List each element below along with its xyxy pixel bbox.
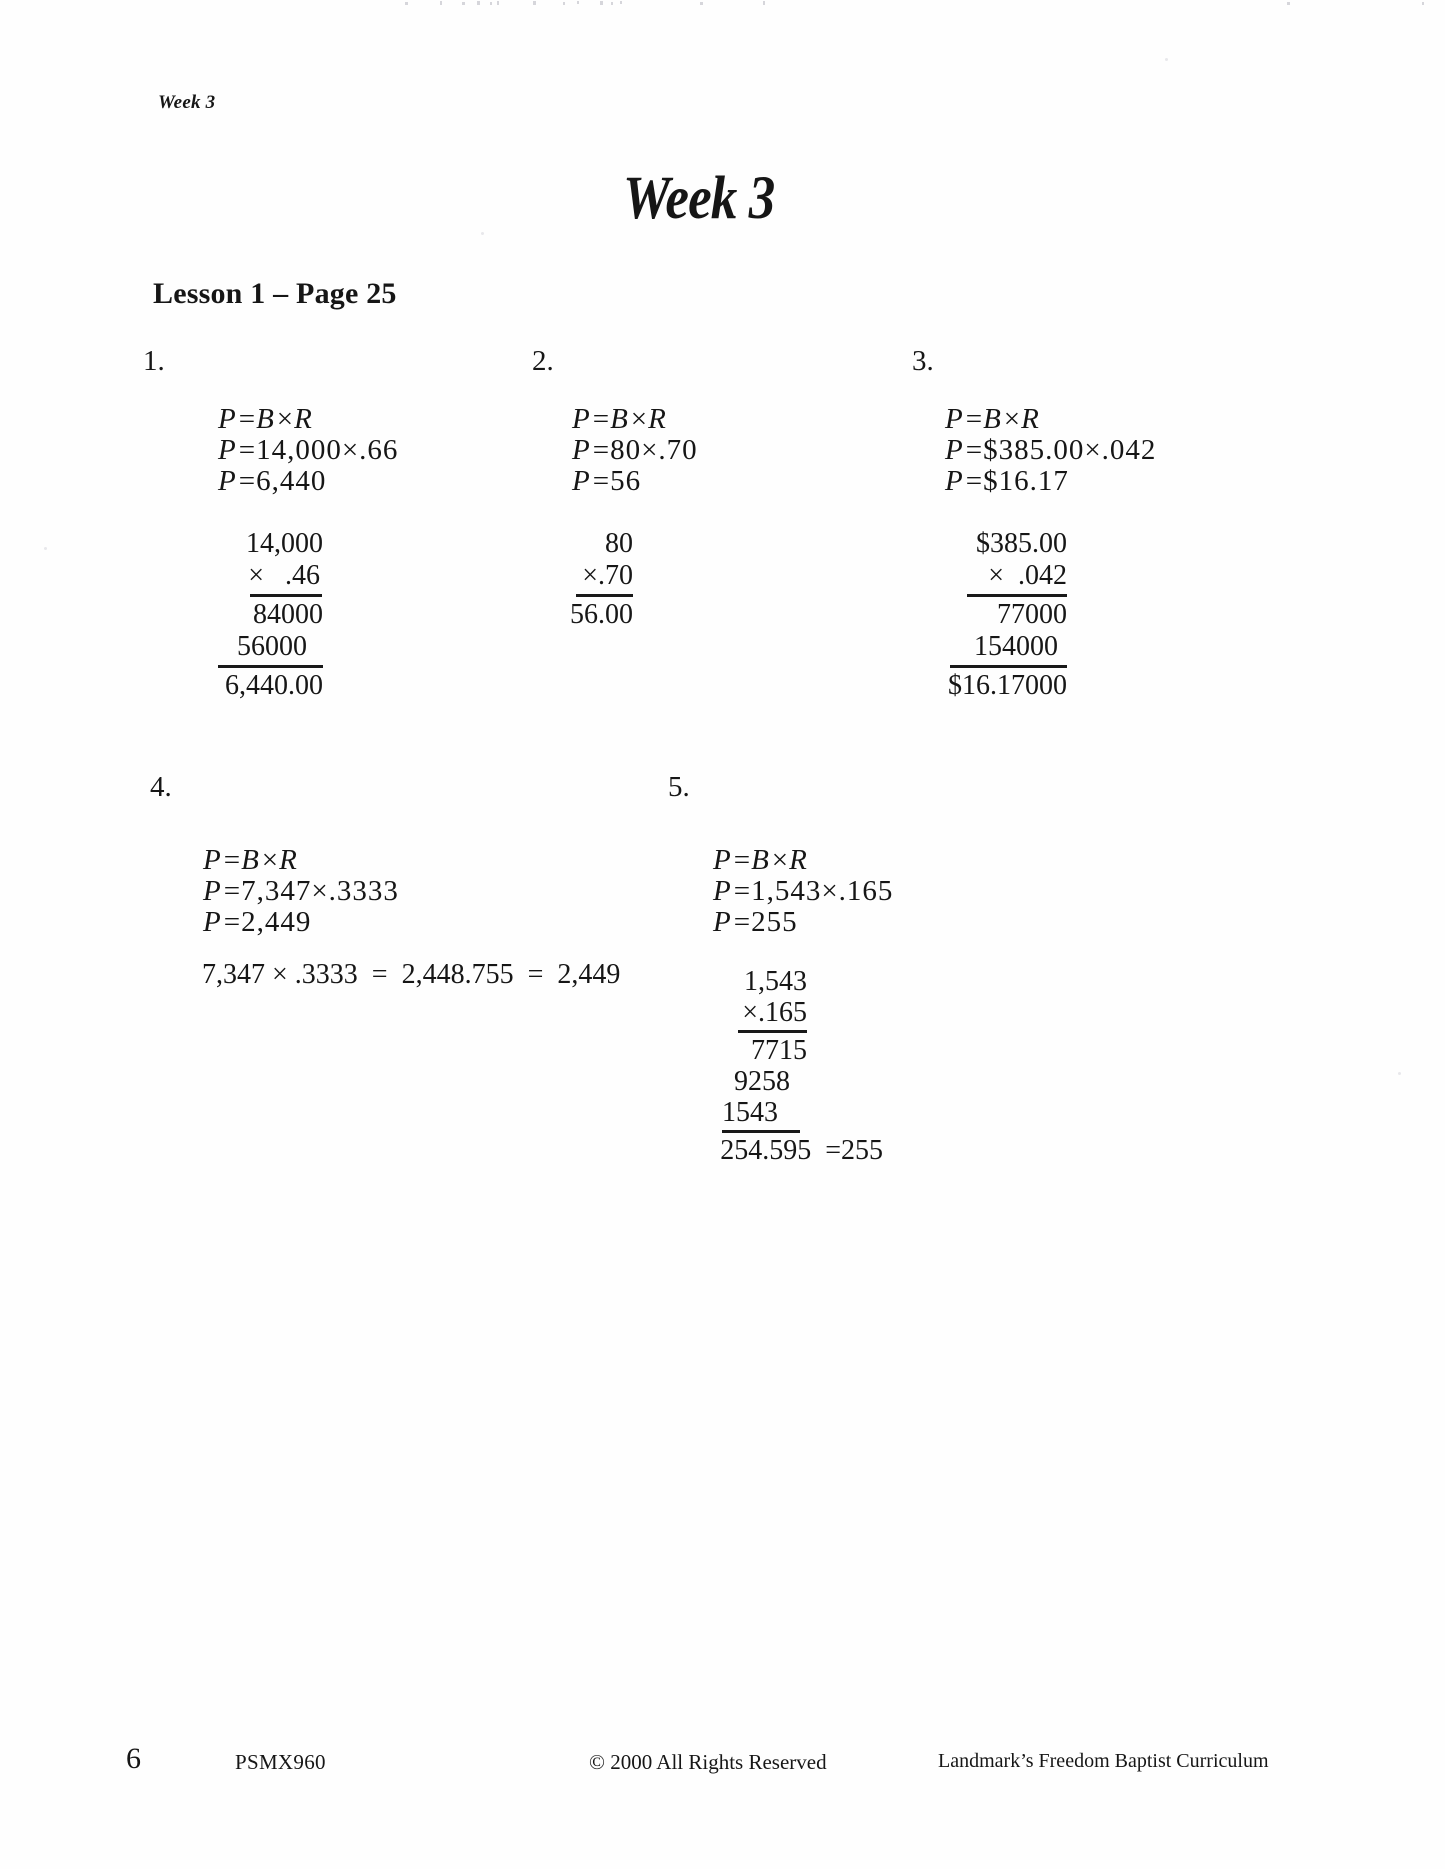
equation-line: P=B×R <box>218 403 313 435</box>
work-column <box>660 966 883 1166</box>
problem-number: 1. <box>143 345 165 377</box>
work-column <box>180 528 323 702</box>
problem-number: 2. <box>532 345 554 377</box>
work-line: 77000 <box>997 599 1067 630</box>
lesson-heading: Lesson 1 – Page 25 <box>153 277 397 310</box>
work-line: 254.595 =255 <box>720 1135 883 1166</box>
equation-block <box>945 404 1156 497</box>
work-line: ×.165 <box>742 997 807 1028</box>
problem-number: 4. <box>150 771 172 803</box>
work-line: 80 <box>605 528 633 559</box>
work-rule <box>218 665 323 668</box>
equation-line: P=7,347×.3333 <box>203 875 399 907</box>
work-line: ×.70 <box>582 560 633 591</box>
footer-publisher: Landmark’s Freedom Baptist Curriculum <box>938 1750 1269 1772</box>
work-rule <box>967 594 1067 597</box>
equation-line: P=B×R <box>945 403 1040 435</box>
equation-line: P=255 <box>713 906 798 938</box>
page-header-week-label: Week 3 <box>158 92 216 113</box>
equation-line: P=$16.17 <box>945 465 1069 497</box>
work-column <box>920 528 1067 702</box>
work-rule <box>738 1030 807 1033</box>
problem-number: 3. <box>912 345 934 377</box>
work-rule <box>722 1130 800 1133</box>
work-line: 6,440.00 <box>225 670 323 701</box>
work-line: 56000 <box>237 631 307 662</box>
equation-line: P=14,000×.66 <box>218 434 399 466</box>
work-rule <box>950 665 1067 668</box>
work-line: 154000 <box>974 631 1058 662</box>
equation-line: P=80×.70 <box>572 434 698 466</box>
equation-line: P=2,449 <box>203 906 312 938</box>
work-line: $385.00 <box>976 528 1067 559</box>
problem-number: 5. <box>668 771 690 803</box>
page-title: Week 3 <box>623 165 775 232</box>
work-line: × .042 <box>988 560 1067 591</box>
equation-line: P=B×R <box>203 844 298 876</box>
work-line: 7715 <box>751 1035 807 1066</box>
work-line: 84000 <box>253 599 323 630</box>
equation-block <box>713 845 893 938</box>
work-line: $16.17000 <box>948 670 1067 701</box>
work-line: 56.00 <box>570 599 633 630</box>
equation-block <box>218 404 398 497</box>
equation-line: P=6,440 <box>218 465 327 497</box>
work-line: 1,543 <box>744 966 807 997</box>
work-column <box>520 528 633 631</box>
equation-block <box>203 845 399 938</box>
equation-line: P=B×R <box>572 403 667 435</box>
equation-block <box>572 404 698 497</box>
footer-page-number: 6 <box>126 1742 141 1775</box>
footer-course-code: PSMX960 <box>235 1750 326 1774</box>
footer-copyright: © 2000 All Rights Reserved <box>589 1750 827 1774</box>
work-line: 9258 <box>734 1066 790 1097</box>
work-line: × .46 <box>248 560 320 591</box>
work-inline-line: 7,347 × .3333 = 2,448.755 = 2,449 <box>202 959 621 990</box>
work-line: 1543 <box>722 1097 778 1128</box>
equation-line: P=$385.00×.042 <box>945 434 1157 466</box>
equation-line: P=56 <box>572 465 642 497</box>
work-rule <box>250 594 322 597</box>
equation-line: P=B×R <box>713 844 808 876</box>
work-line: 14,000 <box>246 528 323 559</box>
equation-line: P=1,543×.165 <box>713 875 894 907</box>
work-rule <box>576 594 633 597</box>
